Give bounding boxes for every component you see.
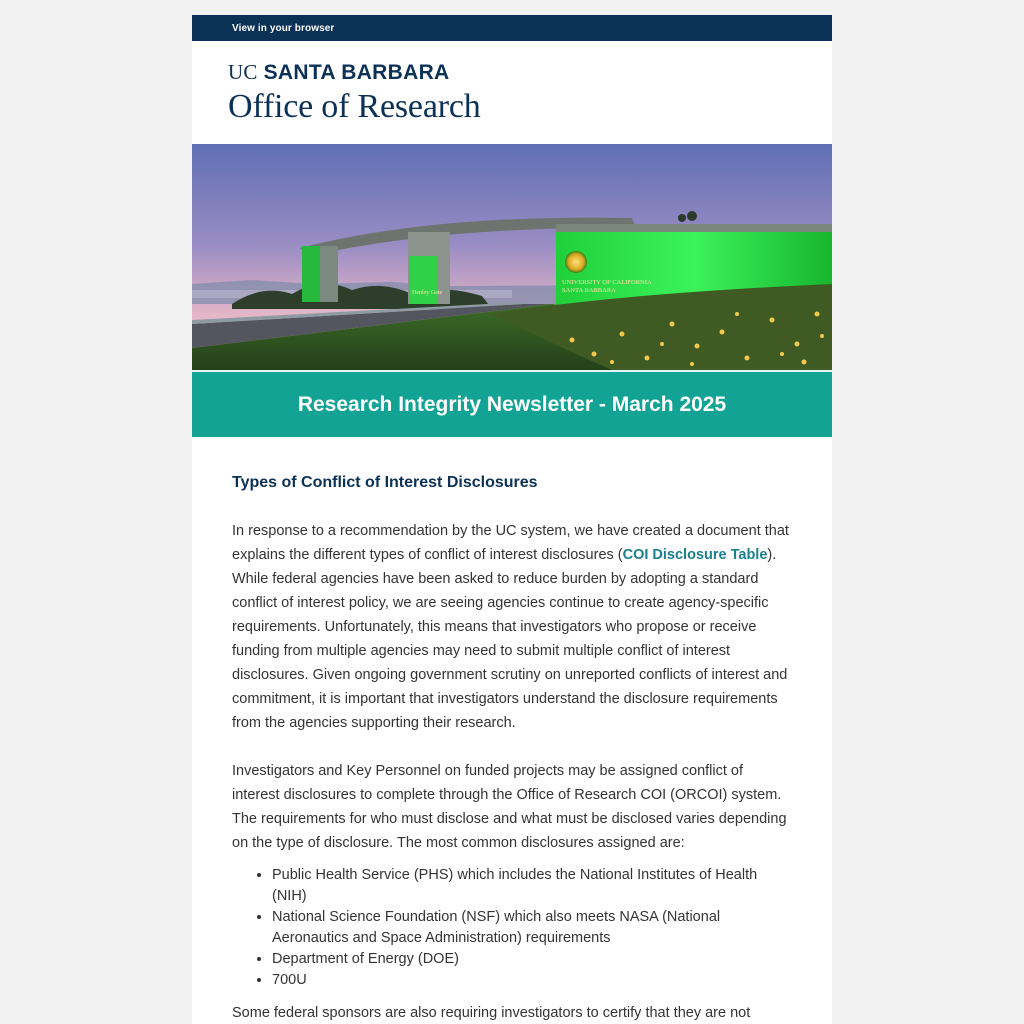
list-item: • National Science Foundation (NSF) which also meets NASA (National Aeronautics and Space Administration) requirements: [272, 907, 792, 949]
paragraph-1-text-after: ). While federal agencies have been asked to reduce burden by adopting a standard conflict of interest policy, we are seeing agencies continue to create agency-specific requirements. Unfortunately, this means that investigators who propose or receive funding from multiple agencies may need to submit multiple conflict of interest disclosures. Given ongoing government scrutiny on unreported conflicts of interest and commitment, it is important that investigators understand the disclosure requirements from the agencies supporting their research.: [232, 547, 788, 731]
view-in-browser-link[interactable]: View in your browser: [232, 22, 335, 34]
logo-office-name: Office of Research: [228, 88, 481, 125]
paragraph-1: [232, 519, 792, 735]
logo-uc: UC: [228, 60, 258, 84]
logo-santa-barbara: SANTA BARBARA: [263, 61, 450, 84]
newsletter-title: Research Integrity Newsletter - March 2025: [297, 392, 727, 416]
disclosure-list: [232, 865, 792, 991]
hero-image-campus-gate: [192, 144, 832, 370]
hero-sign-right-text-2: SANTA BARBARA: [562, 287, 616, 294]
article-content: [192, 437, 832, 1024]
newsletter-container: [192, 15, 832, 1024]
header: [192, 41, 832, 144]
list-item: • Department of Energy (DOE): [272, 949, 792, 970]
paragraph-1-text-before: In response to a recommendation by the UC system, we have created a document that explains the different types of conflict of interest disclosures (: [232, 523, 789, 563]
newsletter-title-banner: [192, 370, 832, 437]
top-bar: [192, 15, 832, 41]
logo-university-line: [228, 60, 481, 85]
hero-sign-right-text-1: UNIVERSITY OF CALIFORNIA: [562, 279, 652, 286]
list-item: • Public Health Service (PHS) which includes the National Institutes of Health (NIH): [272, 865, 792, 907]
coi-disclosure-table-link[interactable]: COI Disclosure Table: [622, 547, 768, 563]
section-heading: Types of Conflict of Interest Disclosures: [232, 474, 538, 491]
list-item: • 700U: [272, 970, 792, 991]
hero-sign-left-text: Henley Gate: [412, 290, 443, 296]
paragraph-2: Investigators and Key Personnel on funded projects may be assigned conflict of interest disclosures to complete through the Office of Research COI (ORCOI) system. The requirements for who must disclose and what must be disclosed varies depending on the type of disclosure. The most common disclosures assigned are:: [232, 763, 787, 851]
paragraph-3: Some federal sponsors are also requiring investigators to certify that they are not: [232, 1005, 751, 1021]
ucsb-office-of-research-logo[interactable]: [228, 60, 481, 126]
